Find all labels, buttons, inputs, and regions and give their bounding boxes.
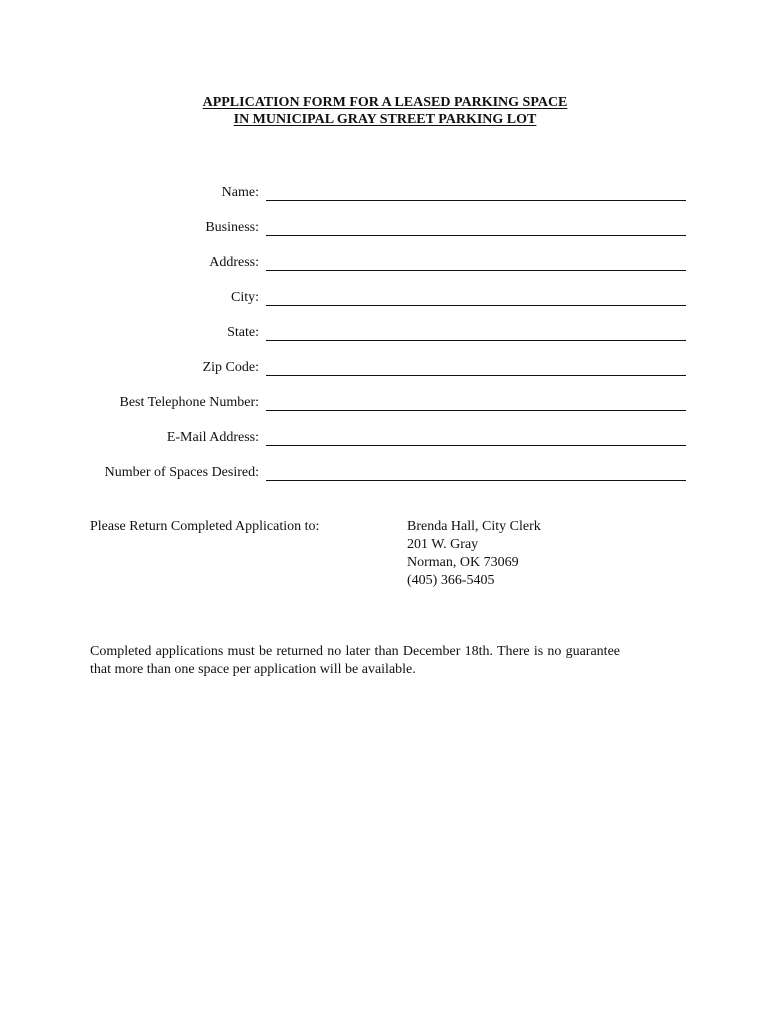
field-row-address [0, 254, 770, 276]
address-label: Address: [209, 255, 259, 270]
zip-code-label: Zip Code: [202, 360, 259, 375]
city-field[interactable] [266, 305, 686, 306]
field-row-spaces-desired [0, 464, 770, 486]
form-title-line-1: APPLICATION FORM FOR A LEASED PARKING SPACE [202, 95, 568, 110]
spaces-desired-label: Number of Spaces Desired: [104, 465, 259, 480]
return-address-line: (405) 366-5405 [407, 573, 495, 588]
return-address-line: 201 W. Gray [407, 537, 479, 552]
name-label: Name: [221, 185, 259, 200]
return-address-line: Brenda Hall, City Clerk [407, 519, 541, 534]
telephone-label: Best Telephone Number: [119, 395, 259, 410]
email-label: E-Mail Address: [166, 430, 259, 445]
field-row-zip-code [0, 359, 770, 381]
field-row-email [0, 429, 770, 451]
zip-code-field[interactable] [266, 375, 686, 376]
state-label: State: [227, 325, 259, 340]
field-row-telephone [0, 394, 770, 416]
return-instructions-label: Please Return Completed Application to: [90, 519, 320, 534]
deadline-notice: Completed applications must be returned no later than December 18th. There is no guarantee that more than one space per application will be available. [90, 644, 620, 677]
city-label: City: [230, 290, 259, 305]
field-row-business [0, 219, 770, 241]
field-row-city [0, 289, 770, 311]
business-field[interactable] [266, 235, 686, 236]
name-field[interactable] [266, 200, 686, 201]
form-title-line-2: IN MUNICIPAL GRAY STREET PARKING LOT [233, 112, 537, 127]
business-label: Business: [205, 220, 259, 235]
telephone-field[interactable] [266, 410, 686, 411]
field-row-state [0, 324, 770, 346]
email-field[interactable] [266, 445, 686, 446]
state-field[interactable] [266, 340, 686, 341]
address-field[interactable] [266, 270, 686, 271]
spaces-desired-field[interactable] [266, 480, 686, 481]
return-address-line: Norman, OK 73069 [407, 555, 519, 570]
return-address-block [407, 518, 541, 590]
field-row-name [0, 184, 770, 206]
